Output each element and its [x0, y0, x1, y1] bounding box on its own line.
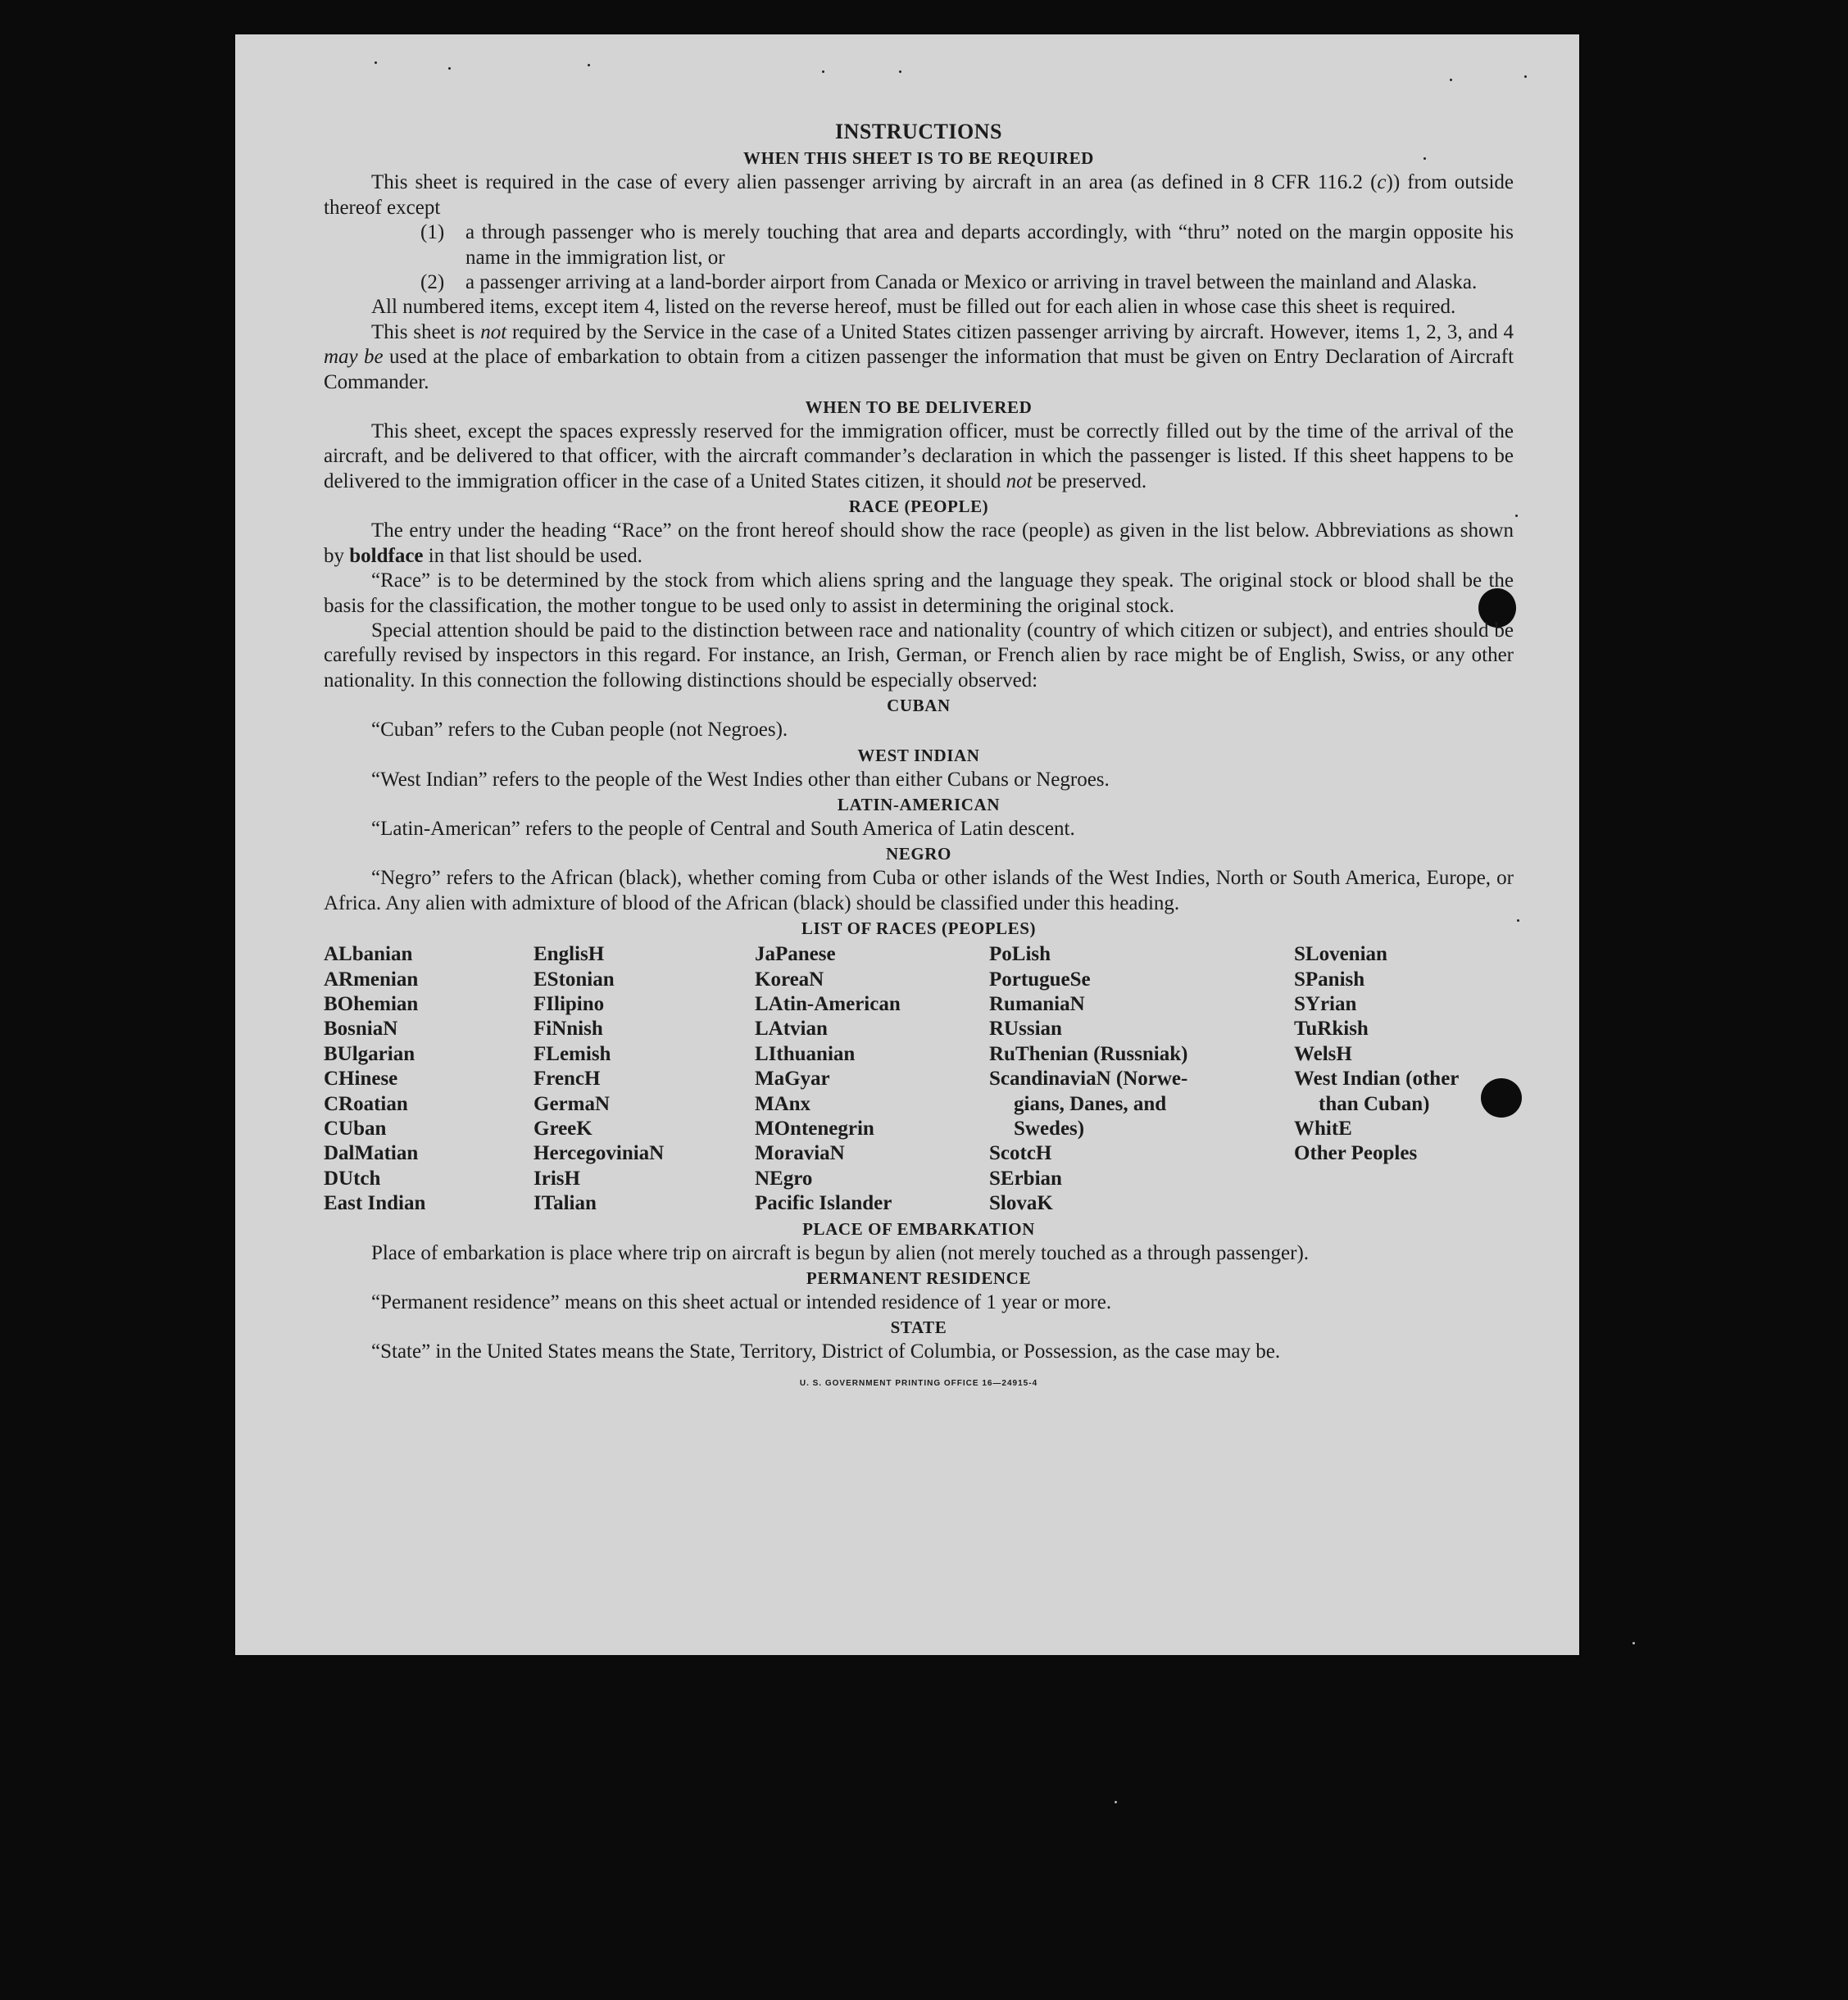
paragraph-numbered-items: All numbered items, except item 4, listed on the reverse hereof, must be filled out for each alien in whose case this sheet is required. — [371, 296, 1456, 319]
speck — [375, 61, 377, 64]
race-item: MAnx — [755, 1092, 811, 1115]
paragraph-race-entry: The entry under the heading “Race” on the front hereof should show the race (people) as given in the list below. Abbreviations as shown by boldface in that list should be used. — [324, 519, 1514, 567]
race-item: DalMatian — [324, 1142, 419, 1165]
race-item: PortugueSe — [989, 968, 1091, 991]
race-item: GreeK — [534, 1118, 593, 1140]
section-heading-west-indian: WEST INDIAN — [857, 745, 980, 765]
race-item: Other Peoples — [1294, 1142, 1418, 1165]
section-heading-when-delivered: WHEN TO BE DELIVERED — [805, 397, 1033, 418]
speck — [1115, 1801, 1117, 1803]
race-item: KoreaN — [755, 968, 824, 991]
race-item: SYrian — [1294, 992, 1357, 1015]
exception-item-1: (1) a through passenger who is merely touching that area and departs accordingly, with “thru” noted on the margin opposite his name in the immigration list, or — [420, 221, 1514, 269]
section-heading-state: STATE — [890, 1317, 947, 1338]
speck — [1517, 919, 1519, 922]
races-column-4-top — [989, 942, 1294, 1067]
race-item: EnglisH — [534, 943, 605, 966]
paragraph-required: This sheet is required in the case of every alien passenger arriving by aircraft in an area (as defined in 8 CFR 116.2 (c)) from outside thereof except — [324, 171, 1514, 219]
speck — [448, 67, 451, 70]
races-column-3 — [755, 942, 989, 1216]
race-item: BUlgarian — [324, 1042, 415, 1065]
race-item: LIthuanian — [755, 1042, 856, 1065]
races-column-5-bottom — [1294, 1117, 1514, 1167]
races-column-1 — [324, 942, 534, 1216]
races-column-5 — [1294, 942, 1514, 1216]
speck — [899, 70, 901, 73]
race-item: DUtch — [324, 1167, 381, 1190]
race-item: WelsH — [1294, 1042, 1352, 1065]
race-item: SPanish — [1294, 968, 1365, 991]
exception-item-2: (2) a passenger arriving at a land-border airport from Canada or Mexico or arriving in travel between the mainland and Alaska. — [420, 271, 1478, 294]
paragraph-negro: “Negro” refers to the African (black), whether coming from Cuba or other islands of the West Indies, North or South America, Europe, or Africa. Any alien with admixture of blood of the African (black) should be classified under this heading. — [324, 867, 1514, 914]
speck — [1450, 79, 1452, 81]
race-item: CUban — [324, 1118, 387, 1140]
race-item: HercegoviniaN — [534, 1142, 665, 1165]
race-item: WhitE — [1294, 1118, 1352, 1140]
race-item: RumaniaN — [989, 992, 1085, 1015]
race-item: PoLish — [989, 943, 1051, 966]
race-item: MoraviaN — [755, 1142, 845, 1165]
speck — [1515, 515, 1518, 517]
race-item: BOhemian — [324, 992, 419, 1015]
races-column-4 — [989, 942, 1294, 1216]
race-item: EStonian — [534, 968, 615, 991]
race-item-continued: Swedes) — [1014, 1118, 1085, 1140]
races-column-4-bottom — [989, 1141, 1294, 1216]
section-heading-race: RACE (PEOPLE) — [848, 497, 989, 517]
paragraph-cuban: “Cuban” refers to the Cuban people (not Negroes). — [371, 719, 788, 741]
section-heading-residence: PERMANENT RESIDENCE — [806, 1268, 1032, 1289]
race-item: RUssian — [989, 1018, 1062, 1041]
race-item: Pacific Islander — [755, 1192, 892, 1215]
section-heading-embarkation: PLACE OF EMBARKATION — [802, 1218, 1035, 1239]
paragraph-residence: “Permanent residence” means on this sheet actual or intended residence of 1 year or more. — [371, 1291, 1112, 1314]
races-list — [324, 942, 1514, 1216]
race-item: ITalian — [534, 1192, 597, 1215]
speck — [822, 70, 824, 73]
race-item: LAtin-American — [755, 992, 901, 1015]
race-item: ScandinaviaN (Norwe- — [989, 1068, 1188, 1091]
paragraph-citizen: This sheet is not required by the Service in the case of a United States citizen passenger arriving by aircraft. However, items 1, 2, 3, and 4 may be used at the place of embarkation to obtain from a citizen passenger the information that must be given on Entry Declaration of Aircraft Commander. — [324, 320, 1514, 393]
races-column-5-top — [1294, 942, 1514, 1067]
race-item: FIlipino — [534, 992, 605, 1015]
paragraph-state: “State” in the United States means the State, Territory, District of Columbia, or Possession, as the case may be. — [371, 1340, 1281, 1363]
race-item: FiNnish — [534, 1018, 603, 1041]
race-item: MOntenegrin — [755, 1118, 874, 1140]
paragraph-latin-american: “Latin-American” refers to the people of Central and South America of Latin descent. — [371, 817, 1075, 840]
page-title: INSTRUCTIONS — [835, 120, 1002, 143]
race-item: TuRkish — [1294, 1018, 1369, 1041]
race-item: ScotcH — [989, 1142, 1052, 1165]
section-heading-cuban: CUBAN — [887, 696, 951, 716]
race-item: JaPanese — [755, 943, 836, 966]
instructions-content — [324, 120, 1514, 1396]
race-item: FrencH — [534, 1068, 601, 1091]
race-item: West Indian (other — [1294, 1068, 1460, 1091]
races-column-2 — [534, 942, 755, 1216]
race-item: SLovenian — [1294, 943, 1387, 966]
document-sheet — [235, 34, 1579, 1655]
section-heading-negro: NEGRO — [885, 844, 951, 864]
speck — [1632, 1642, 1635, 1644]
race-item: GermaN — [534, 1092, 611, 1115]
race-item: RuThenian (Russniak) — [989, 1042, 1188, 1065]
race-item: CRoatian — [324, 1092, 408, 1115]
paragraph-race-nationality: Special attention should be paid to the distinction between race and nationality (country of which citizen or subject), and entries should be carefully revised by inspectors in this regard. For instance, an Irish, German, or French alien by race might be of English, Swiss, or any other nationality. In this connection the following distinctions should be especially observed: — [324, 619, 1514, 692]
paragraph-west-indian: “West Indian” refers to the people of the West Indies other than either Cubans or Negroes. — [371, 768, 1110, 791]
section-heading-when-required: WHEN THIS SHEET IS TO BE REQUIRED — [743, 148, 1094, 169]
race-item: LAtvian — [755, 1018, 828, 1041]
paragraph-delivered: This sheet, except the spaces expressly reserved for the immigration officer, must be correctly filled out by the time of the arrival of the aircraft, and be delivered to that officer, with the aircraft commander’s declaration in which the passenger is listed. If this sheet happens to be delivered to the immigration officer in the case of a United States citizen, it should not be preserved. — [324, 420, 1514, 492]
printing-office-imprint: U. S. GOVERNMENT PRINTING OFFICE 16—24915-4 — [799, 1378, 1038, 1388]
paragraph-embarkation: Place of embarkation is place where trip on aircraft is begun by alien (not merely touched as a through passenger). — [371, 1241, 1310, 1264]
race-item-continued: gians, Danes, and — [1014, 1092, 1167, 1115]
speck — [588, 64, 590, 66]
section-heading-latin-american: LATIN-AMERICAN — [837, 794, 1001, 814]
race-item: East Indian — [324, 1192, 426, 1215]
race-item: IrisH — [534, 1167, 580, 1190]
race-item: ARmenian — [324, 968, 419, 991]
race-item: MaGyar — [755, 1068, 830, 1091]
race-item: ALbanian — [324, 943, 413, 966]
paragraph-race-stock: “Race” is to be determined by the stock from which aliens spring and the language they speak. The original stock or blood shall be the basis for the classification, the mother tongue to be used only to assist in determining the original stock. — [324, 569, 1514, 617]
race-item: FLemish — [534, 1042, 611, 1065]
speck — [1524, 75, 1527, 78]
race-item: SlovaK — [989, 1192, 1053, 1215]
race-item: NEgro — [755, 1167, 813, 1190]
race-item: SErbian — [989, 1167, 1062, 1190]
race-item: BosniaN — [324, 1018, 398, 1041]
race-item-continued: than Cuban) — [1319, 1092, 1430, 1115]
section-heading-list-of-races: LIST OF RACES (PEOPLES) — [801, 918, 1037, 939]
race-item: CHinese — [324, 1068, 398, 1091]
